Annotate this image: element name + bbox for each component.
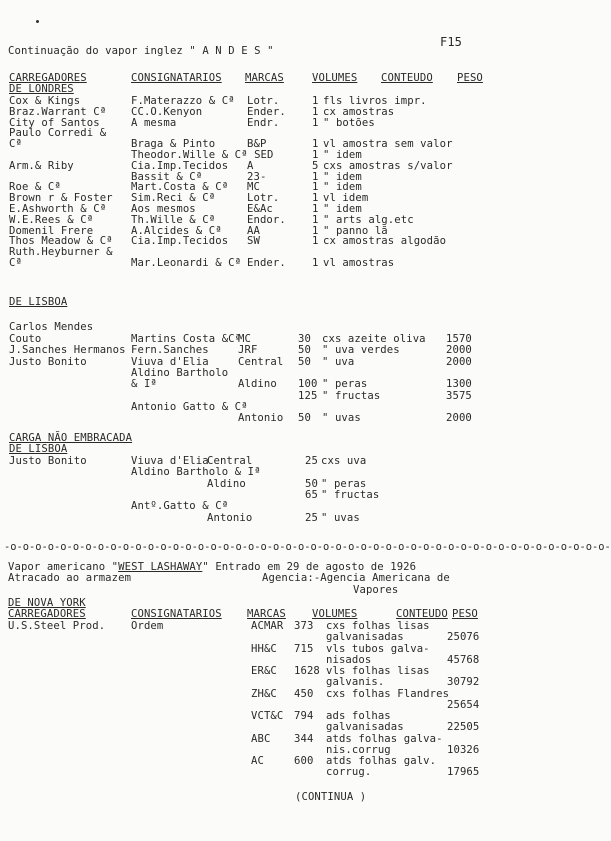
header-peso: PESO bbox=[457, 72, 483, 84]
shipper-name-part: Carlos Mendes bbox=[9, 321, 94, 333]
volume-cell: 1 bbox=[312, 213, 319, 226]
mark-cell: Central bbox=[238, 355, 284, 368]
mark-cell: AC bbox=[251, 755, 264, 767]
section-heading-carga: CARGA NÃO EMBRACADA bbox=[9, 432, 133, 444]
consignee-cell: Bassit & Cª bbox=[131, 170, 203, 183]
volume-cell: 65 bbox=[305, 488, 318, 501]
shipper-cell: Justo Bonito bbox=[9, 455, 87, 467]
header-consignatarios-2: CONSIGNATARIOS bbox=[131, 608, 222, 620]
mark-cell: SW bbox=[247, 235, 260, 248]
volume-cell: 50 bbox=[305, 477, 318, 490]
weight-cell: 2000 bbox=[446, 355, 472, 368]
content-cell: " peras bbox=[322, 378, 368, 391]
header-conteudo: CONTEUDO bbox=[381, 72, 433, 84]
consignee-cell: Aldino Bartholo & Iª bbox=[131, 466, 261, 479]
volume-cell: 715 bbox=[294, 642, 314, 655]
atracado-line: Atracado ao armazem bbox=[8, 572, 132, 584]
weight-cell: 1300 bbox=[446, 378, 472, 391]
volume-cell: 373 bbox=[294, 620, 314, 632]
mark-cell: Antonio bbox=[207, 511, 253, 524]
content-cell: " fructas bbox=[321, 488, 380, 501]
mark-cell: VCT&C bbox=[251, 710, 284, 722]
shipper-cell: Cox & Kings bbox=[9, 95, 81, 107]
weight-cell: 25076 bbox=[447, 631, 480, 643]
volume-cell: 50 bbox=[298, 344, 311, 357]
mark-cell: HH&C bbox=[251, 642, 277, 655]
content-cell: cx amostras bbox=[323, 105, 395, 118]
mark-cell: ZH&C bbox=[251, 687, 277, 700]
mark-cell: 23- bbox=[247, 170, 267, 183]
volume-cell: 1 bbox=[312, 116, 319, 129]
content-cell: ads folhas bbox=[326, 710, 391, 722]
consignee-cell: Aos mesmos bbox=[131, 203, 196, 215]
volume-cell: 30 bbox=[298, 333, 311, 345]
volume-cell: 794 bbox=[294, 710, 314, 722]
weight-cell: 1570 bbox=[446, 333, 472, 345]
consignee-cell: Theodor.Wille & Cª SED bbox=[131, 149, 274, 161]
content-cell: vl amostras bbox=[323, 257, 395, 269]
shipper-cell: U.S.Steel Prod. bbox=[8, 620, 106, 632]
consignee-cell: F.Materazzo & Cª bbox=[131, 95, 235, 107]
shipper-cell: Braz.Warrant Cª bbox=[9, 105, 107, 118]
header-conteudo-2: CONTEUDO bbox=[396, 608, 448, 620]
content-cell: " uvas bbox=[322, 412, 361, 425]
mark-cell: ABC bbox=[251, 732, 271, 745]
mark-cell: Antonio bbox=[238, 412, 284, 425]
mark-cell: Ender. bbox=[247, 257, 286, 269]
section-heading-nova-york: DE NOVA YORK bbox=[8, 597, 86, 609]
consignee-cell: Antº.Gatto & Cª bbox=[131, 500, 229, 513]
content-cell: atds folhas galv. bbox=[326, 755, 437, 767]
content-cell: cxs uva bbox=[321, 455, 367, 467]
weight-cell: 2000 bbox=[446, 412, 472, 425]
weight-cell: 30792 bbox=[447, 676, 480, 688]
shipper-cell: Arm.& Riby bbox=[9, 159, 74, 172]
continua-note: (CONTINUA ) bbox=[295, 791, 367, 803]
mark-cell: Lotr. bbox=[247, 95, 280, 107]
volume-cell: 125 bbox=[298, 389, 318, 402]
mark-cell: E&Ac bbox=[247, 203, 273, 215]
mark-cell: Endr. bbox=[247, 116, 280, 129]
page-number: F15 bbox=[440, 35, 462, 49]
content-cell: atds folhas galva- bbox=[326, 732, 443, 745]
mark-cell: Ender. bbox=[247, 105, 286, 118]
consignee-cell: Mar.Leonardi & Cª bbox=[131, 257, 242, 269]
mark-cell: Endor. bbox=[247, 213, 286, 226]
header-marcas-2: MARCAS bbox=[247, 608, 286, 620]
volume-cell: 25 bbox=[305, 455, 318, 467]
shipper-cell: Ruth.Heyburner & bbox=[9, 246, 113, 259]
header-carregadores-2: CARREGADORES bbox=[8, 608, 86, 620]
consignee-cell: Fern.Sanches bbox=[131, 344, 209, 357]
weight-cell: 45768 bbox=[447, 653, 480, 666]
weight-cell: 2000 bbox=[446, 344, 472, 357]
volume-cell: 25 bbox=[305, 511, 318, 524]
consignee-cell: & Iª bbox=[131, 378, 157, 391]
weight-cell: 22505 bbox=[447, 721, 480, 733]
mark-cell: ACMAR bbox=[251, 620, 284, 632]
content-cell: cxs folhas Flandres bbox=[326, 687, 450, 700]
mark-cell: AA bbox=[247, 224, 260, 237]
mark-cell: JRF bbox=[238, 344, 258, 357]
volume-cell: 1 bbox=[312, 95, 319, 107]
section-heading-lisboa: DE LISBOA bbox=[9, 296, 68, 308]
consignee-cell: Sim.Reci & Cª bbox=[131, 192, 216, 205]
volume-cell: 344 bbox=[294, 732, 314, 745]
consignee-cell: Braga & Pinto bbox=[131, 138, 216, 151]
content-cell: cxs folhas lisas bbox=[326, 620, 430, 632]
content-cell-2: corrug. bbox=[326, 766, 372, 778]
volume-cell: 1 bbox=[312, 149, 319, 161]
content-cell: " idem bbox=[323, 149, 362, 161]
consignee-cell: CC.O.Kenyon bbox=[131, 105, 203, 118]
header-volumes: VOLUMES bbox=[312, 72, 358, 84]
consignee-cell: Cia.Imp.Tecidos bbox=[131, 159, 229, 172]
volume-cell: 600 bbox=[294, 755, 314, 767]
consignee-cell: Mart.Costa & Cª bbox=[131, 181, 229, 194]
content-cell: cxs azeite oliva bbox=[322, 333, 426, 345]
volume-cell: 1 bbox=[312, 192, 319, 205]
shipper-cell: City of Santos bbox=[9, 116, 100, 129]
volume-cell: 50 bbox=[298, 355, 311, 368]
content-cell: " arts alg.etc bbox=[323, 213, 414, 226]
ink-speck bbox=[36, 20, 39, 23]
consignee-cell: Martins Costa &Cª bbox=[131, 333, 242, 345]
consignee-cell: Ordem bbox=[131, 620, 164, 632]
volume-cell: 1 bbox=[312, 203, 319, 215]
header-volumes-2: VOLUMES bbox=[312, 608, 358, 620]
weight-cell: 25654 bbox=[447, 698, 480, 711]
agencia-line-1: Agencia:-Agencia Americana de bbox=[262, 572, 450, 584]
volume-cell: 50 bbox=[298, 412, 311, 425]
section-heading-lisboa-2: DE LISBOA bbox=[9, 443, 68, 455]
shipper-cell: Couto bbox=[9, 333, 42, 345]
header-consignatarios: CONSIGNATARIOS bbox=[131, 72, 222, 84]
content-cell-2: nis.corrug bbox=[326, 743, 391, 756]
content-cell-2: galvanisadas bbox=[326, 721, 404, 733]
shipper-cell: Thos Meadow & Cª bbox=[9, 235, 113, 248]
shipper-cell: Paulo Corredi & bbox=[9, 127, 107, 140]
volume-cell: 1 bbox=[312, 181, 319, 194]
mark-cell: MC bbox=[247, 181, 260, 194]
content-cell-2: nisados bbox=[326, 653, 372, 666]
consignee-cell: Viuva d'Elia bbox=[131, 355, 209, 368]
content-cell-2: galvanisadas bbox=[326, 631, 404, 643]
content-cell: cxs amostras s/valor bbox=[323, 159, 453, 172]
content-cell: " panno lã bbox=[323, 224, 388, 237]
volume-cell: 5 bbox=[312, 159, 319, 172]
volume-cell: 1628 bbox=[294, 665, 320, 677]
content-cell: " idem bbox=[323, 170, 362, 183]
section-heading-londres: DE LONDRES bbox=[9, 83, 74, 95]
content-cell: " uva bbox=[322, 355, 355, 368]
volume-cell: 1 bbox=[312, 235, 319, 248]
content-cell: vl amostra sem valor bbox=[323, 138, 453, 151]
header-peso-2: PESO bbox=[452, 608, 478, 620]
vessel-line-post: " Entrado em 29 de agosto de 1926 bbox=[202, 561, 417, 573]
shipper-cell: Domenil Frere bbox=[9, 224, 94, 237]
shipper-cell: Justo Bonito bbox=[9, 355, 87, 368]
consignee-cell: Antonio Gatto & Cª bbox=[131, 400, 248, 413]
mark-cell: Aldino bbox=[238, 378, 277, 391]
shipper-cell: E.Ashworth & Cª bbox=[9, 203, 107, 215]
shipper-cell: Cª bbox=[9, 257, 22, 269]
page-title: Continuação do vapor inglez " A N D E S " bbox=[8, 45, 274, 57]
content-cell: " botões bbox=[323, 116, 375, 129]
volume-cell: 1 bbox=[312, 105, 319, 118]
consignee-cell: Viuva d'Elia bbox=[131, 455, 209, 467]
mark-cell: Central bbox=[207, 455, 253, 467]
weight-cell: 3575 bbox=[446, 389, 472, 402]
shipper-cell: Roe & Cª bbox=[9, 181, 61, 194]
mark-cell: Lotr. bbox=[247, 192, 280, 205]
mark-cell: MC bbox=[238, 333, 251, 345]
separator-line: -o-o-o-o-o-o-o-o-o-o-o-o-o-o-o-o-o-o-o-o-o-o-o-o-o-o-o-o-o-o-o-o-o-o-o-o-o-o-o-o-o-o-o-o-o-o-o-o- bbox=[4, 541, 611, 553]
consignee-cell: A.Alcides & Cª bbox=[131, 224, 222, 237]
header-marcas: MARCAS bbox=[245, 72, 284, 84]
content-cell: vls folhas lisas bbox=[326, 665, 430, 677]
content-cell: " uva verdes bbox=[322, 344, 400, 357]
content-cell: " uvas bbox=[321, 511, 360, 524]
shipper-cell: J.Sanches Hermanos bbox=[9, 344, 126, 357]
mark-cell: B&P bbox=[247, 138, 267, 151]
shipper-cell: W.E.Rees & Cª bbox=[9, 213, 94, 226]
content-cell: vl idem bbox=[323, 192, 369, 205]
header-carregadores: CARREGADORES bbox=[9, 72, 87, 84]
mark-cell: A bbox=[247, 159, 254, 172]
volume-cell: 1 bbox=[312, 138, 319, 151]
content-cell-2: galvanis. bbox=[326, 676, 385, 688]
content-cell: vls tubos galva- bbox=[326, 642, 430, 655]
consignee-cell: A mesma bbox=[131, 116, 177, 129]
volume-cell: 1 bbox=[312, 257, 319, 269]
weight-cell: 10326 bbox=[447, 743, 480, 756]
consignee-cell: Aldino Bartholo bbox=[131, 366, 229, 379]
consignee-cell: Th.Wille & Cª bbox=[131, 213, 216, 226]
shipper-cell: Brown r & Foster bbox=[9, 192, 113, 205]
content-cell: " peras bbox=[321, 477, 367, 490]
consignee-cell: Cia.Imp.Tecidos bbox=[131, 235, 229, 248]
vessel-line-pre: Vapor americano " bbox=[8, 561, 119, 573]
content-cell: " fructas bbox=[322, 389, 381, 402]
volume-cell: 1 bbox=[312, 224, 319, 237]
volume-cell: 1 bbox=[312, 170, 319, 183]
agencia-line-2: Vapores bbox=[353, 584, 399, 596]
volume-cell: 100 bbox=[298, 378, 318, 391]
weight-cell: 17965 bbox=[447, 766, 480, 778]
shipper-cell: Cª bbox=[9, 138, 22, 151]
vessel-name: WEST LASHAWAY bbox=[118, 561, 203, 573]
volume-cell: 450 bbox=[294, 687, 314, 700]
content-cell: " idem bbox=[323, 181, 362, 194]
mark-cell: ER&C bbox=[251, 665, 277, 677]
content-cell: fls livros impr. bbox=[323, 95, 427, 107]
mark-cell: Aldino bbox=[207, 477, 246, 490]
content-cell: cx amostras algodão bbox=[323, 235, 447, 248]
content-cell: " idem bbox=[323, 203, 362, 215]
